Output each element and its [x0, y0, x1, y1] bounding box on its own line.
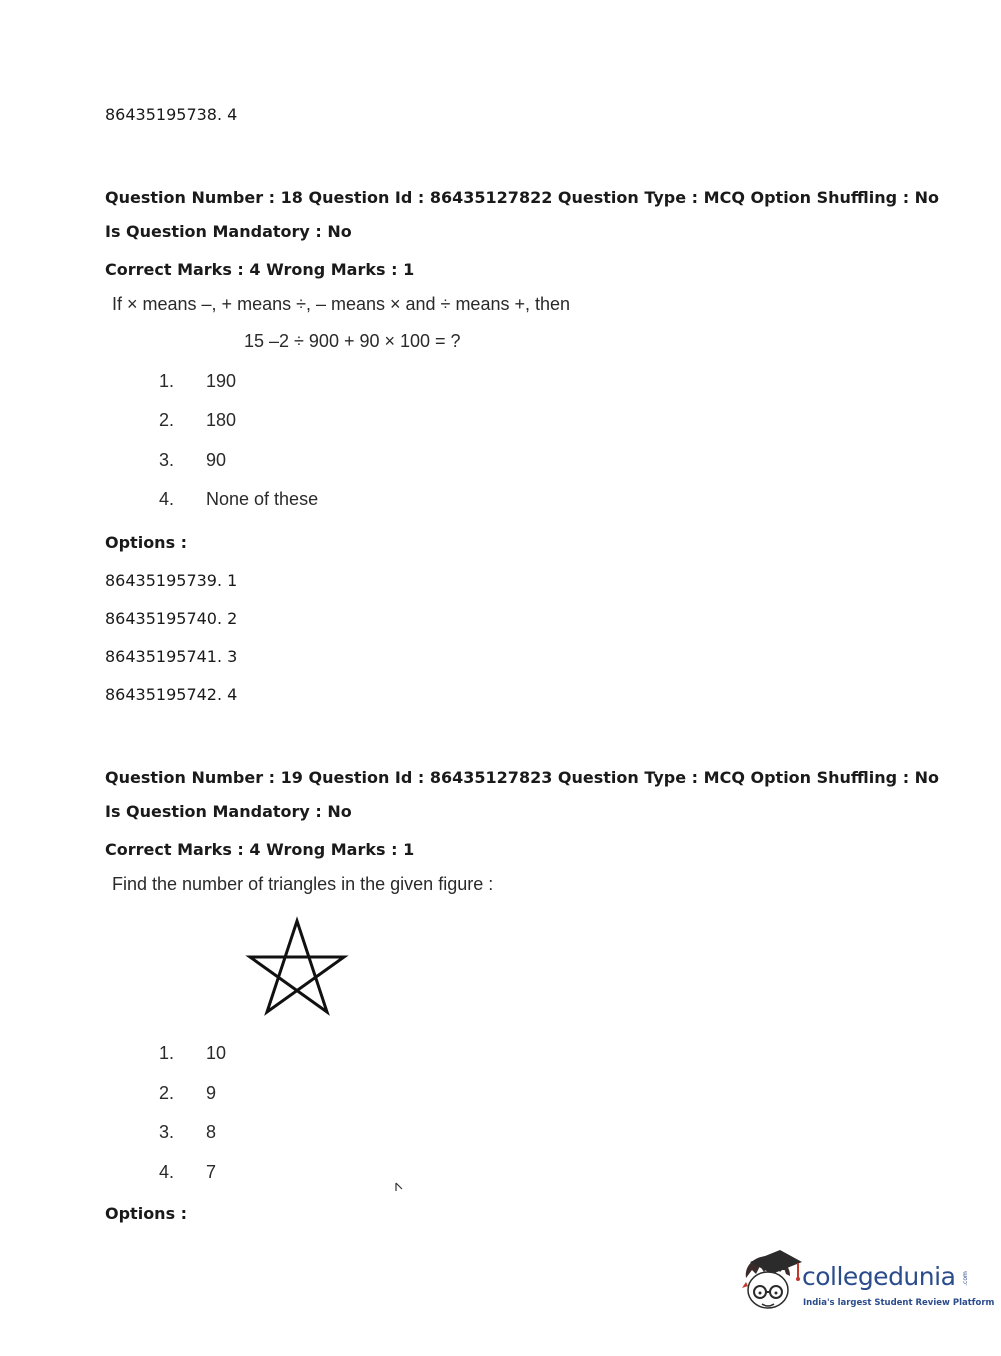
q18-choice-text: 90: [206, 450, 227, 470]
logo-brand: collegedunia: [802, 1262, 956, 1291]
q18-choice-number: 2.: [159, 410, 175, 430]
star-icon: [245, 915, 350, 1020]
q18-mandatory: Is Question Mandatory : No: [105, 222, 352, 241]
q18-choice-number: 1.: [159, 371, 175, 391]
q19-choice-number: 3.: [159, 1122, 175, 1142]
q19-choice-text: 9: [206, 1083, 217, 1103]
q19-choice-number: 1.: [159, 1043, 175, 1063]
logo-suffix: .com: [961, 1271, 969, 1286]
q19-choice-text: 7: [206, 1162, 217, 1182]
q18-choice-text: None of these: [206, 489, 319, 509]
q18-choice-number: 4.: [159, 489, 175, 509]
q18-option-line: 86435195739. 1: [105, 571, 238, 590]
q18-choice-text: 180: [206, 410, 237, 430]
q18-option-line: 86435195742. 4: [105, 685, 238, 704]
q18-option-line: 86435195741. 3: [105, 647, 238, 666]
cursor-mark-icon: [394, 1181, 404, 1193]
q19-choice-number: 4.: [159, 1162, 175, 1182]
collegedunia-mascot-icon: [740, 1248, 804, 1320]
q19-question-text: Find the number of triangles in the given figure :: [112, 874, 494, 894]
q19-header: Question Number : 19 Question Id : 86435127823 Question Type : MCQ Option Shuffling : No: [105, 768, 940, 787]
q19-choice-text: 10: [206, 1043, 227, 1063]
logo-tagline: India's largest Student Review Platform: [803, 1298, 995, 1308]
q19-mandatory: Is Question Mandatory : No: [105, 802, 352, 821]
q18-header: Question Number : 18 Question Id : 86435127822 Question Type : MCQ Option Shuffling : No: [105, 188, 940, 207]
q18-marks: Correct Marks : 4 Wrong Marks : 1: [105, 260, 415, 279]
q18-option-line: 86435195740. 2: [105, 609, 238, 628]
q18-options-label: Options :: [105, 533, 188, 552]
q19-marks: Correct Marks : 4 Wrong Marks : 1: [105, 840, 415, 859]
q18-expression: 15 –2 ÷ 900 + 90 × 100 = ?: [244, 331, 461, 351]
q18-choice-number: 3.: [159, 450, 175, 470]
option-line: 86435195738. 4: [105, 105, 238, 124]
q19-options-label: Options :: [105, 1204, 188, 1223]
q18-choice-text: 190: [206, 371, 237, 391]
q19-choice-text: 8: [206, 1122, 217, 1142]
q19-choice-number: 2.: [159, 1083, 175, 1103]
q18-question-text: If × means –, + means ÷, – means × and ÷ means +, then: [112, 294, 571, 314]
